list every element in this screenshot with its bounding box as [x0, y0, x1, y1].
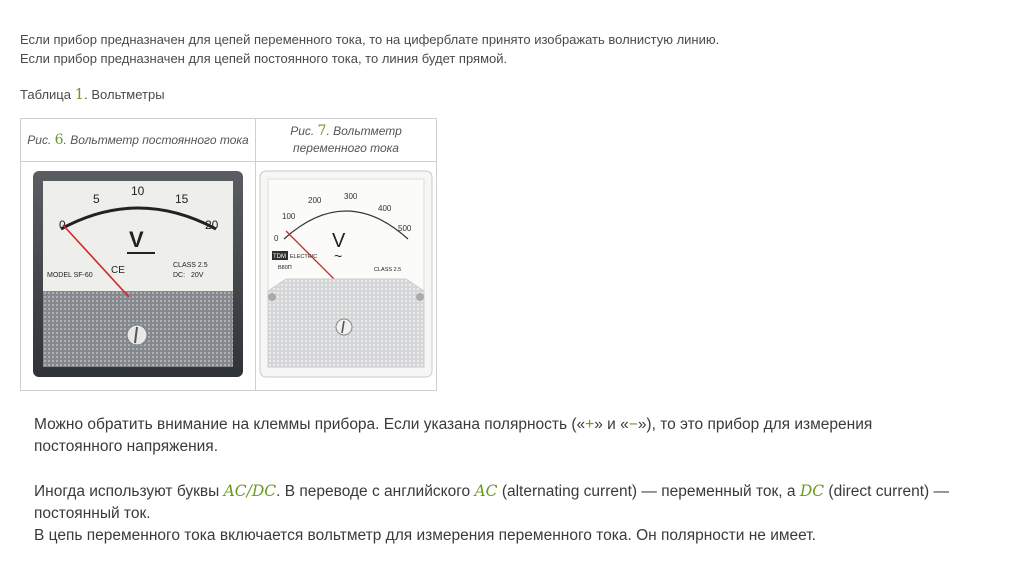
intro-paragraph: Если прибор предназначен для цепей переменного тока, то на циферблате принято изображать волнистую линию. Если прибор предназначен для цепей постоянного тока, то линия будет прямой. — [20, 32, 720, 66]
dc-class-label: CLASS 2.5 — [173, 261, 208, 269]
ac-wave-symbol: ~ — [334, 247, 343, 264]
ac-brand-label: TDM — [273, 253, 286, 260]
table-caption-suffix: . Вольтметры — [84, 87, 165, 102]
ac-scale-500: 500 — [398, 223, 412, 233]
dc-voltmeter-image — [31, 167, 245, 381]
dc-unit-label: V — [129, 226, 144, 252]
ac-unit-label: V — [332, 229, 346, 252]
ac-voltmeter-sentence: В цепь переменного тока включается вольтметр для измерения переменного тока. Он полярности не имеет. — [34, 527, 816, 544]
ac-model-label: В80П — [278, 264, 292, 271]
acdc-paragraph — [34, 480, 964, 547]
acdc-term: AC/DC — [223, 482, 277, 500]
acdc-text-a: Иногда используют буквы — [34, 483, 224, 500]
dc-range-label: 20V — [191, 271, 204, 279]
ac-scale-300: 300 — [344, 191, 358, 201]
dc-scale-10: 10 — [131, 183, 145, 198]
table-caption-prefix: Таблица — [20, 87, 75, 102]
plus-sign: + — [585, 416, 595, 433]
minus-sign: − — [628, 416, 638, 433]
dc-model-label: MODEL SF-60 — [47, 271, 93, 279]
dc-type-label: DC: — [173, 271, 186, 279]
fig7-caption-number: 7 — [317, 123, 327, 139]
ac-term: AC — [474, 482, 498, 500]
table-caption — [20, 85, 165, 103]
dc-scale-5: 5 — [93, 191, 100, 206]
table-caption-number: 1 — [74, 85, 85, 103]
dc-ce-mark: CE — [111, 264, 125, 276]
ac-brand2-label: ELECTRIC — [290, 253, 318, 260]
acdc-text-d: (direct current) — постоянный ток. — [34, 483, 949, 522]
fig6-caption-number: 6 — [54, 131, 64, 148]
polarity-text-a: Можно обратить внимание на клеммы прибора. Если указана полярность (« — [34, 416, 586, 433]
dc-scale-0: 0 — [59, 217, 66, 232]
dc-term: DC — [799, 482, 825, 500]
fig7-image-cell — [256, 162, 437, 391]
polarity-text-b: » и « — [594, 416, 629, 433]
ac-scale-200: 200 — [308, 195, 322, 205]
acdc-text-b: . В переводе с английского — [276, 483, 475, 500]
voltmeters-table — [20, 118, 437, 391]
ac-voltmeter-image — [256, 167, 436, 381]
ac-scale-400: 400 — [378, 203, 392, 213]
fig7-caption-prefix: Рис. — [290, 124, 318, 138]
ac-class-label: CLASS 2.5 — [374, 266, 402, 273]
fig6-caption-text: . Вольтметр постоянного тока — [63, 132, 249, 147]
fig6-caption-prefix: Рис. — [27, 132, 55, 147]
dc-scale-15: 15 — [175, 191, 189, 206]
acdc-text-c: (alternating current) — переменный ток, а — [497, 483, 800, 500]
ac-scale-100: 100 — [282, 211, 296, 221]
polarity-paragraph — [34, 414, 934, 458]
fig7-caption — [256, 119, 437, 162]
fig6-caption — [21, 119, 256, 162]
ac-scale-0: 0 — [274, 233, 279, 243]
fig6-image-cell — [21, 162, 256, 391]
ac-right-screw — [416, 293, 424, 301]
ac-left-screw — [268, 293, 276, 301]
polarity-text-c: »), то это прибор для измерения постоянного напряжения. — [34, 416, 873, 455]
dc-scale-20: 20 — [205, 217, 219, 232]
fig7-caption-text: . Вольтметр переменного тока — [293, 124, 402, 155]
